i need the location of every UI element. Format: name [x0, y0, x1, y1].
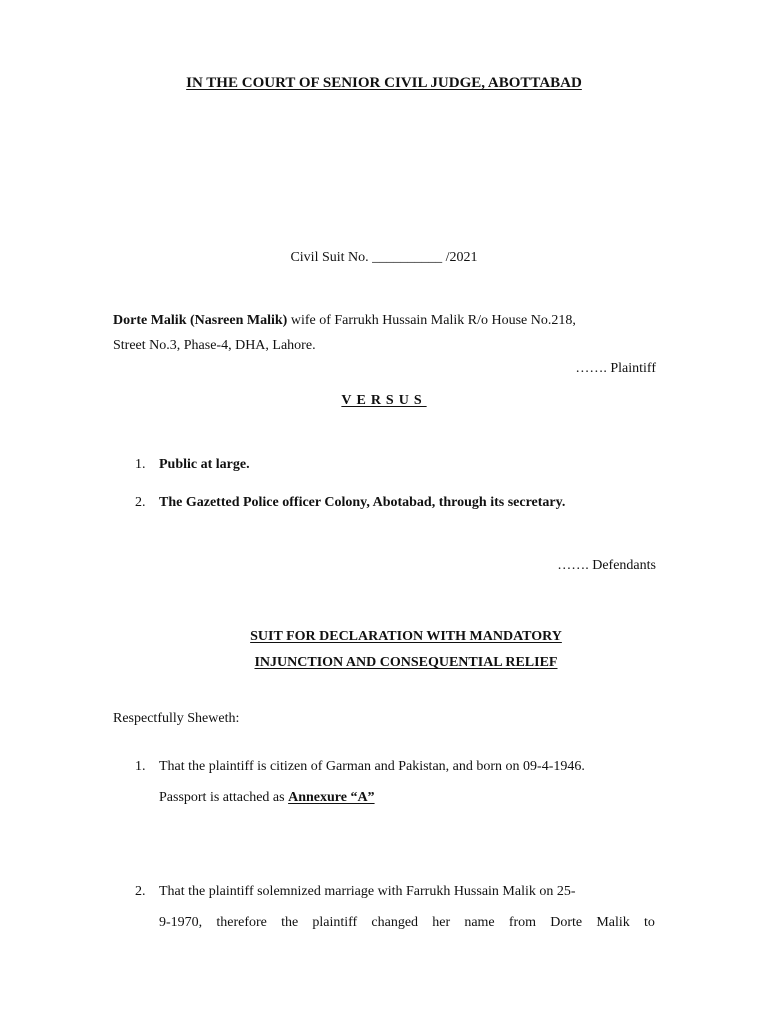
paragraph-number: 1.: [135, 759, 146, 774]
word: from: [508, 915, 537, 930]
suit-no-blank: __________: [372, 250, 443, 265]
word: changed: [371, 915, 419, 930]
paragraph-line: [159, 790, 375, 806]
court-heading: IN THE COURT OF SENIOR CIVIL JUDGE, ABOTTABAD: [186, 75, 582, 91]
suit-no-prefix: Civil Suit No.: [290, 250, 373, 265]
defendants-role-label: ……. Defendants: [557, 558, 656, 573]
plaintiff-name: Dorte Malik (Nasreen Malik): [113, 313, 288, 328]
word: name: [464, 915, 495, 930]
word: 9-1970,: [159, 915, 203, 930]
civil-suit-number: [0, 250, 768, 266]
word: her: [432, 915, 451, 930]
word: the: [281, 915, 299, 930]
suit-title-line-2: INJUNCTION AND CONSEQUENTIAL RELIEF: [254, 655, 558, 670]
word: to: [643, 915, 655, 930]
defendant-number: 2.: [135, 495, 146, 510]
paragraph-line-justified: [159, 915, 655, 931]
plaintiff-details-2: Street No.3, Phase-4, DHA, Lahore.: [113, 338, 316, 353]
paragraph-line: That the plaintiff is citizen of Garman and Pakistan, and born on 09-4-1946.: [159, 759, 585, 774]
versus-heading: VERSUS: [341, 393, 427, 408]
word: Dorte: [550, 915, 583, 930]
paragraph-number: 2.: [135, 884, 146, 899]
annexure-a-reference: Annexure “A”: [288, 790, 375, 805]
salutation: Respectfully Sheweth:: [113, 711, 240, 726]
defendant-number: 1.: [135, 457, 146, 472]
plaintiff-role-label: ……. Plaintiff: [575, 361, 656, 376]
defendant-item: The Gazetted Police officer Colony, Abotabad, through its secretary.: [159, 495, 566, 510]
passport-text: Passport is attached as: [159, 790, 289, 805]
word: plaintiff: [312, 915, 358, 930]
plaintiff-details-1: wife of Farrukh Hussain Malik R/o House No.218,: [287, 313, 576, 328]
suit-title-line-1: SUIT FOR DECLARATION WITH MANDATORY: [250, 629, 562, 644]
suit-no-suffix: /2021: [442, 250, 478, 265]
defendant-item: Public at large.: [159, 457, 250, 472]
word: therefore: [216, 915, 267, 930]
word: Malik: [596, 915, 630, 930]
plaintiff-description: [113, 313, 576, 329]
paragraph-line: That the plaintiff solemnized marriage with Farrukh Hussain Malik on 25-: [159, 884, 576, 899]
